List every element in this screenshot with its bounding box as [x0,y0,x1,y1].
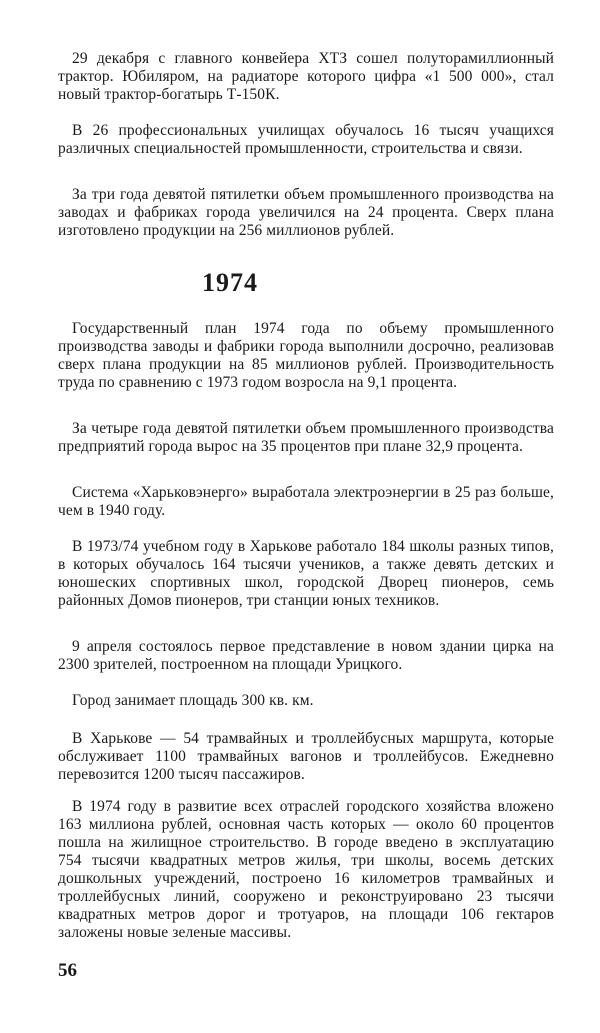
paragraph-investment: В 1974 году в развитие всех отраслей городского хозяйства вложено 163 миллиона рублей, основная часть которых — около 60 процентов пошла на жилищное строительство. В городе введено в эксплуатацию 754 тысячи квадратных метров жилья, три школы, восемь детских дошкольных учреждений, построено 16 километров трамвайных и троллейбусных линий, сооружено и реконструировано 23 тысячи квадратных метров дорог и тротуаров, на площади 106 гектаров заложены новые зеленые массивы. [58,798,554,941]
year-heading: 1974 [202,268,258,297]
paragraph-education: В 1973/74 учебном году в Харькове работало 184 школы разных типов, в которых обучалось 164 тысячи учеников, а также девять детских и юношеских спортивных школ, городской Дворец пионеров, семь районных Домов пионеров, три станции юных техников. [58,538,554,609]
paragraph-tractor: 29 декабря с главного конвейера ХТЗ сошел полуторамиллионный трактор. Юбиляром, на радиаторе которого цифра «1 500 000», стал новый трактор-богатырь Т-150К. [58,50,554,103]
paragraph-kharkovenergo: Система «Харьковэнерго» выработала электроэнергии в 25 раз больше, чем в 1940 году. [58,484,554,519]
paragraph-state-plan: Государственный план 1974 года по объему промышленного производства заводы и фабрики города выполнили досрочно, реализовав сверх плана продукции на 85 миллионов рублей. Производительность труда по сравнению с 1973 годом возросла на 9,1 процента. [58,320,554,391]
paragraph-city-area: Город занимает площадь 300 кв. км. [72,692,314,709]
paragraph-five-year-plan: За три года девятой пятилетки объем промышленного производства на заводах и фабриках города увеличился на 24 процента. Сверх плана изготовлено продукции на 256 миллионов рублей. [58,186,554,239]
paragraph-circus: 9 апреля состоялось первое представление в новом здании цирка на 2300 зрителей, построенном на площади Урицкого. [58,638,554,673]
paragraph-transport: В Харькове — 54 трамвайных и троллейбусных маршрута, которые обслуживает 1100 трамвайных вагонов и троллейбусов. Ежедневно перевозится 1200 тысяч пассажиров. [58,730,554,783]
page-number: 56 [58,960,77,981]
paragraph-four-years: За четыре года девятой пятилетки объем промышленного производства предприятий города вырос на 35 процентов при плане 32,9 процента. [58,420,554,455]
paragraph-schools-vocational: В 26 профессиональных училищах обучалось 16 тысяч учащихся различных специальностей промышленности, строительства и связи. [58,122,554,157]
